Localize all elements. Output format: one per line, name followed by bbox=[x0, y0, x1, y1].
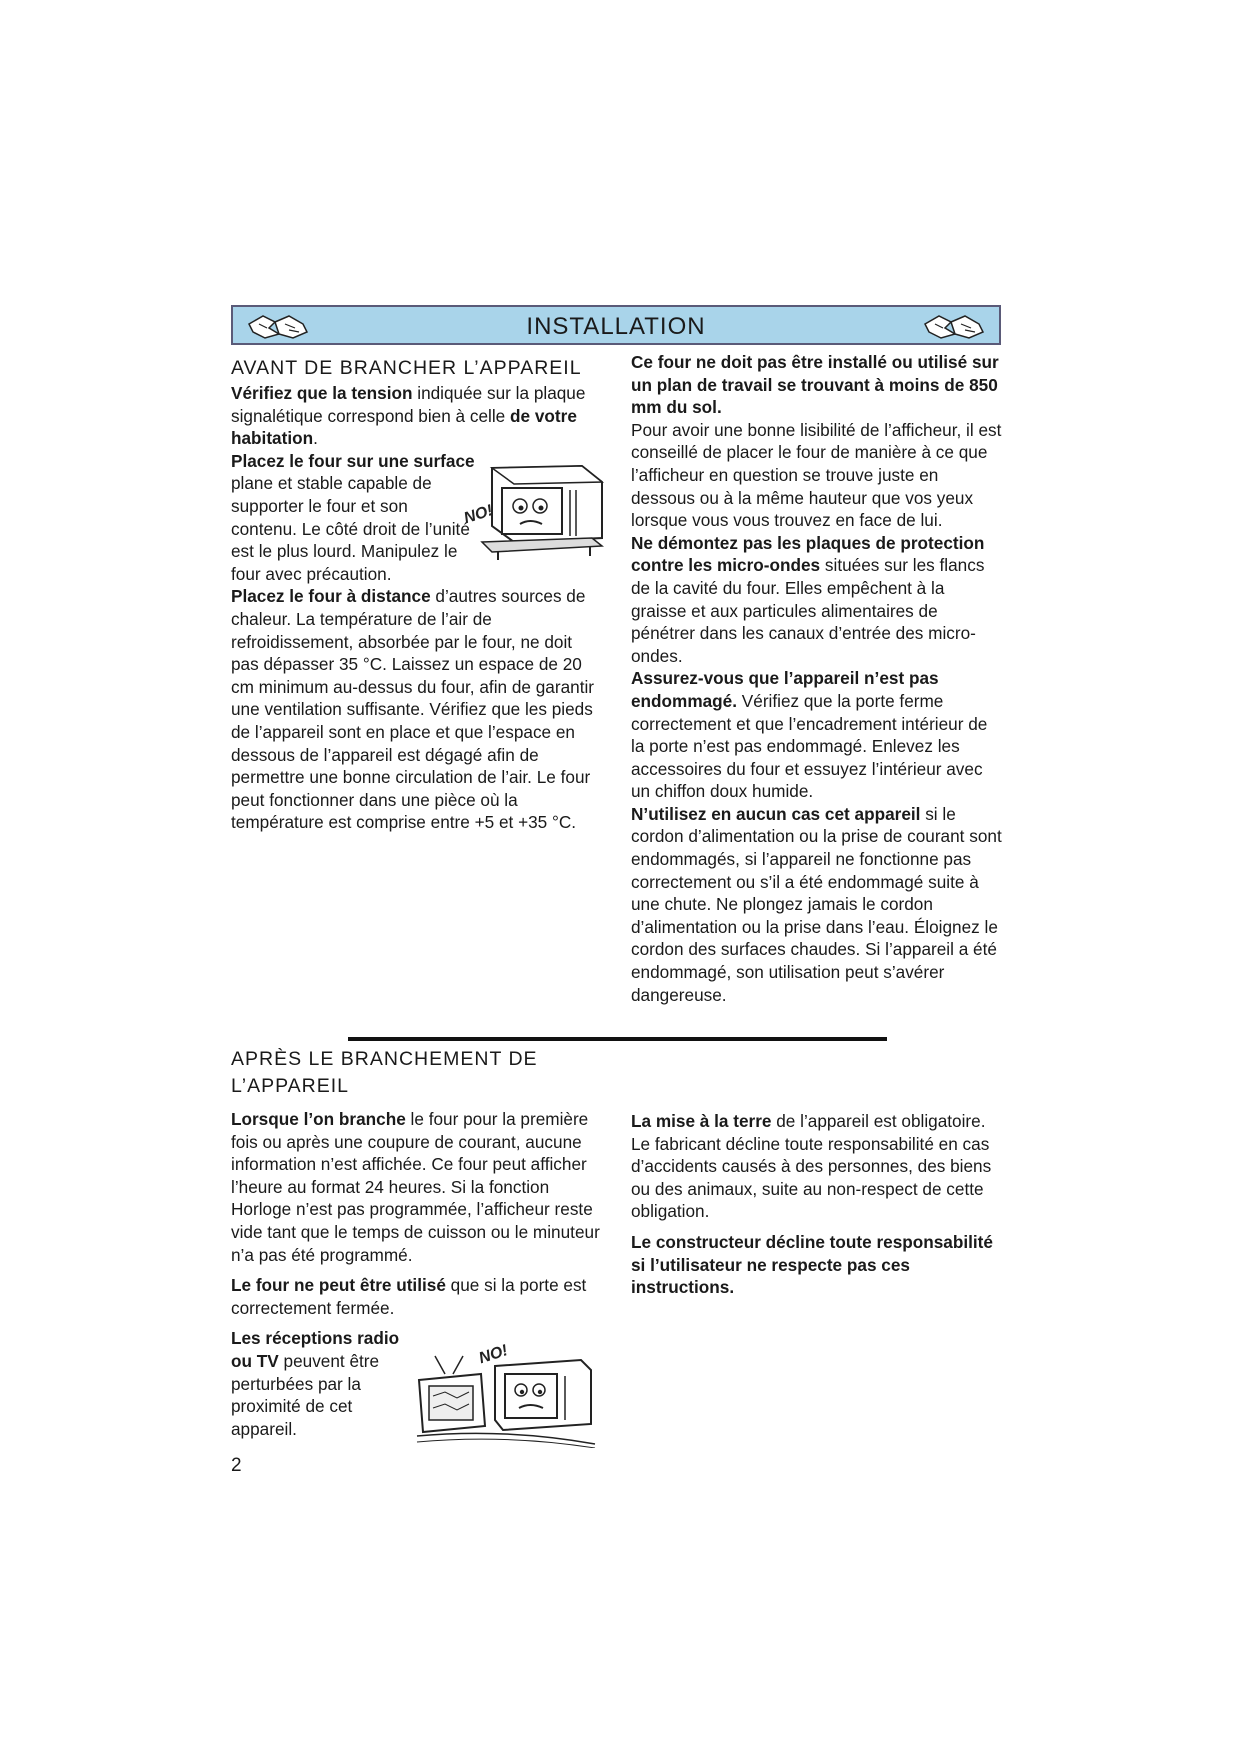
paragraph-do-not-use: N’utilisez en aucun cas cet appareil si le cordon d’alimentation ou la prise de courant sont endommagés, si l’appareil ne fonctionne pas correctement ou s’il a été endommagé suite à une chute. Ne plongez jamais le cordon d’alimentation ou la prise dans l’eau. Éloignez le cordon des surfaces chaudes. Si l’appareil a été endommagé, son utilisation peut s’avérer dangereuse. bbox=[631, 803, 1002, 1005]
section-header bbox=[231, 305, 1001, 345]
spacer bbox=[631, 1223, 1003, 1231]
paragraph-liability: Le constructeur décline toute responsabilité si l’utilisateur ne respecte pas ces instructions. bbox=[631, 1231, 993, 1298]
paragraph-voltage: Vérifiez que la tension indiquée sur la plaque signalétique correspond bien à celle de votre habitation. bbox=[231, 383, 586, 449]
section-heading: APRÈS LE BRANCHEMENT DE L’APPAREIL bbox=[231, 1048, 538, 1097]
spacer bbox=[231, 1319, 603, 1327]
tv-and-oven-illustration bbox=[415, 1340, 597, 1448]
section-before-connecting bbox=[231, 355, 603, 834]
paragraph-surface: Placez le four sur une surface plane et stable capable de supporter le four et son contenu. Le côté droit de l’unité est le plus lourd. Manipulez le four avec précaution. bbox=[231, 450, 475, 584]
page-number: 2 bbox=[231, 1455, 242, 1476]
paragraph-radio-tv: Les réceptions radio ou TV peuvent être perturbées par la proximité de cet appareil. bbox=[231, 1328, 400, 1439]
section-divider bbox=[348, 1037, 887, 1041]
no-label: NO! bbox=[476, 1342, 510, 1368]
page-title: INSTALLATION bbox=[526, 313, 706, 340]
paragraph-protection-plates: Ne démontez pas les plaques de protection contre les micro-ondes situées sur les flancs de la cavité du four. Elles empêchent à la graisse et aux particules alimentaires de pénétrer dans les canaux d’entrée des micro-ondes. bbox=[631, 532, 985, 666]
section-grounding bbox=[631, 1110, 1003, 1299]
no-label: NO! bbox=[462, 502, 495, 528]
paragraph-height-rule: Ce four ne doit pas être installé ou utilisé sur un plan de travail se trouvant à moins de 850 mm du sol. bbox=[631, 352, 999, 418]
hands-icon bbox=[921, 310, 987, 342]
paragraph-distance: Placez le four à distance d’autres sources de chaleur. La température de l’air de refroidissement, absorbée par le four, ne doit pas dépasser 35 °C. Laissez un espace de 20 cm minimum au-dessus du four, afin de garantir une ventilation suffisante. Vérifiez que les pieds de l’appareil sont en place et que l’espace en dessous de l’appareil est dégagé afin de permettre une bonne circulation de l’air. Le four peut fonctionner dans une pièce où la température est comprise entre +5 et +35 °C. bbox=[231, 586, 595, 833]
oven-on-surface-illustration bbox=[462, 460, 612, 570]
section-heading: AVANT DE BRANCHER L’APPAREIL bbox=[231, 357, 582, 379]
spacer bbox=[231, 1100, 603, 1108]
paragraph-check-damage: Assurez-vous que l’appareil n’est pas endommagé. Vérifiez que la porte ferme correctement et que l’encadrement intérieur de la porte n’est pas endommagé. Enlevez les accessoires du four et essuyez l’intérieur avec un chiffon doux humide. bbox=[631, 668, 988, 802]
paragraph-display-visibility: Pour avoir une bonne lisibilité de l’afficheur, il est conseillé de placer le four de manière à ce que l’afficheur en question se trouve juste en dessous ou à la même hauteur que vos yeux lorsque vous vous trouvez en face de lui. bbox=[631, 419, 1002, 531]
spacer bbox=[231, 1266, 603, 1274]
paragraph-grounding: La mise à la terre de l’appareil est obligatoire. Le fabricant décline toute responsabilité en cas d’accidents causés à des personnes, des biens ou des animaux, suite au non-respect de cette obligation. bbox=[631, 1111, 992, 1222]
section-placement-rules bbox=[631, 351, 1003, 1006]
paragraph-door-closed: Le four ne peut être utilisé que si la porte est correctement fermée. bbox=[231, 1275, 587, 1318]
paragraph-first-connection: Lorsque l’on branche le four pour la première fois ou après une coupure de courant, aucune information n’est affichée. Ce four peut afficher l’heure au format 24 heures. Si la fonction Horloge n’est pas programmée, l’afficheur reste vide tant que le temps de cuisson ou le minuteur n’a pas été programmé. bbox=[231, 1109, 600, 1265]
